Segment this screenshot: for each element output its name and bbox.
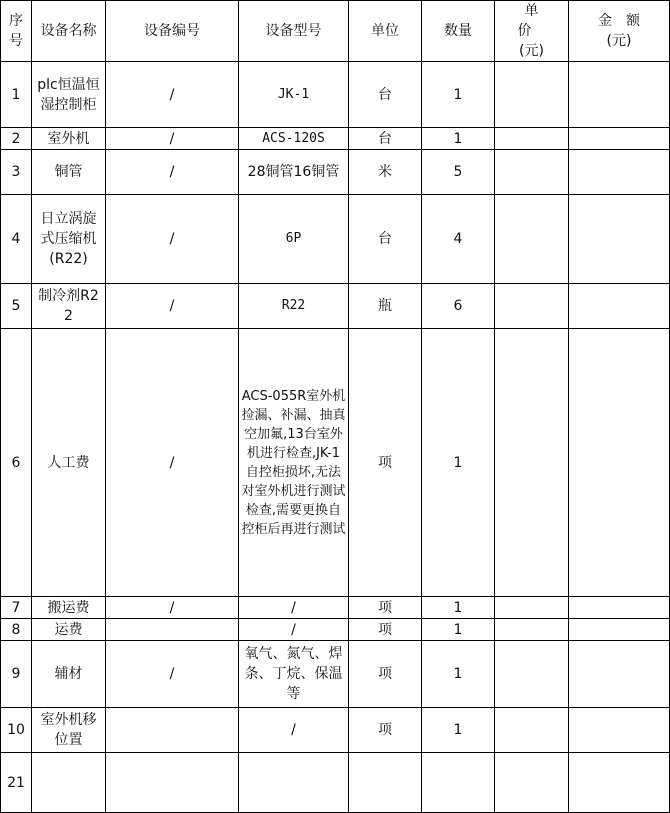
cell-amount (569, 597, 670, 619)
cell-qty: 1 (422, 619, 495, 641)
cell-model (239, 753, 349, 813)
header-code: 设备编号 (106, 1, 239, 62)
cell-qty: 1 (422, 128, 495, 150)
cell-unit: 米 (349, 150, 422, 195)
cell-model: JK-1 (239, 62, 349, 128)
cell-seq: 9 (1, 641, 32, 708)
cell-model: 氧气、氮气、焊条、丁烷、保温等 (239, 641, 349, 708)
cell-qty: 5 (422, 150, 495, 195)
table-row (1, 619, 670, 641)
cell-price (495, 284, 569, 329)
cell-qty: 1 (422, 62, 495, 128)
cell-seq: 7 (1, 597, 32, 619)
cell-amount (569, 753, 670, 813)
cell-name: 室外机移位置 (32, 708, 106, 753)
header-name: 设备名称 (32, 1, 106, 62)
table-row (1, 150, 670, 195)
cell-model: ACS-120S (239, 128, 349, 150)
cell-unit: 项 (349, 329, 422, 597)
cell-unit: 台 (349, 62, 422, 128)
header-model: 设备型号 (239, 1, 349, 62)
cell-unit: 项 (349, 597, 422, 619)
cell-price (495, 62, 569, 128)
cell-amount (569, 708, 670, 753)
cell-price (495, 195, 569, 284)
cell-price (495, 597, 569, 619)
table-row (1, 597, 670, 619)
cell-code (106, 619, 239, 641)
cell-amount (569, 284, 670, 329)
cell-amount (569, 128, 670, 150)
cell-code: / (106, 641, 239, 708)
header-row (1, 1, 670, 62)
header-price-unit: (元) (519, 43, 544, 59)
cell-code: / (106, 128, 239, 150)
cell-name: 室外机 (32, 128, 106, 150)
cell-qty (422, 753, 495, 813)
cell-name: 日立涡旋式压缩机(R22) (32, 195, 106, 284)
cell-unit: 台 (349, 195, 422, 284)
cell-qty: 1 (422, 641, 495, 708)
table-row (1, 128, 670, 150)
cell-name: 铜管 (32, 150, 106, 195)
cell-price (495, 329, 569, 597)
cell-price (495, 641, 569, 708)
table-body (1, 62, 670, 813)
cell-qty: 1 (422, 329, 495, 597)
cell-unit: 瓶 (349, 284, 422, 329)
cell-seq: 8 (1, 619, 32, 641)
cell-qty: 1 (422, 597, 495, 619)
cell-code: / (106, 597, 239, 619)
cell-code: / (106, 284, 239, 329)
header-amount-label: 金额 (598, 13, 654, 29)
header-seq: 序号 (1, 1, 32, 62)
cell-qty: 4 (422, 195, 495, 284)
cell-model: / (239, 708, 349, 753)
cell-seq: 1 (1, 62, 32, 128)
cell-seq: 21 (1, 753, 32, 813)
cell-seq: 4 (1, 195, 32, 284)
cell-code: / (106, 150, 239, 195)
cell-price (495, 708, 569, 753)
cell-price (495, 753, 569, 813)
cell-seq: 10 (1, 708, 32, 753)
cell-seq: 3 (1, 150, 32, 195)
cell-qty: 1 (422, 708, 495, 753)
cell-code (106, 708, 239, 753)
cell-price (495, 150, 569, 195)
cell-model: ACS-055R室外机捡漏、补漏、抽真空加氟,13台室外机进行检查,JK-1自控柜损坏,无法对室外机进行测试检查,需要更换自控柜后再进行测试 (239, 329, 349, 597)
header-amount (569, 1, 670, 62)
cell-model: 6P (239, 195, 349, 284)
cell-seq: 2 (1, 128, 32, 150)
table-row (1, 708, 670, 753)
cell-name: 人工费 (32, 329, 106, 597)
cell-name: plc恒温恒湿控制柜 (32, 62, 106, 128)
table-row (1, 641, 670, 708)
cell-code: / (106, 329, 239, 597)
header-qty: 数量 (422, 1, 495, 62)
cell-amount (569, 619, 670, 641)
cell-qty: 6 (422, 284, 495, 329)
cell-name: 辅材 (32, 641, 106, 708)
table-row (1, 329, 670, 597)
cell-model: 28铜管16铜管 (239, 150, 349, 195)
cell-name: 运费 (32, 619, 106, 641)
cell-code: / (106, 62, 239, 128)
table-row (1, 195, 670, 284)
cell-name (32, 753, 106, 813)
header-price (495, 1, 569, 62)
cell-unit: 项 (349, 708, 422, 753)
cell-amount (569, 195, 670, 284)
cell-unit: 项 (349, 619, 422, 641)
cell-amount (569, 62, 670, 128)
table-row (1, 62, 670, 128)
cell-model: / (239, 619, 349, 641)
cell-code (106, 753, 239, 813)
header-unit: 单位 (349, 1, 422, 62)
table-row (1, 284, 670, 329)
cell-price (495, 128, 569, 150)
cell-name: 制冷剂R22 (32, 284, 106, 329)
cell-name: 搬运费 (32, 597, 106, 619)
cell-price (495, 619, 569, 641)
cell-model: / (239, 597, 349, 619)
cell-code: / (106, 195, 239, 284)
cell-amount (569, 641, 670, 708)
cell-seq: 5 (1, 284, 32, 329)
cell-unit: 项 (349, 641, 422, 708)
header-price-label: 单价 (517, 3, 553, 39)
cell-amount (569, 329, 670, 597)
cell-amount (569, 150, 670, 195)
header-amount-unit: (元) (606, 33, 632, 49)
cell-unit (349, 753, 422, 813)
cell-seq: 6 (1, 329, 32, 597)
table-row (1, 753, 670, 813)
cell-unit: 台 (349, 128, 422, 150)
cell-model: R22 (239, 284, 349, 329)
